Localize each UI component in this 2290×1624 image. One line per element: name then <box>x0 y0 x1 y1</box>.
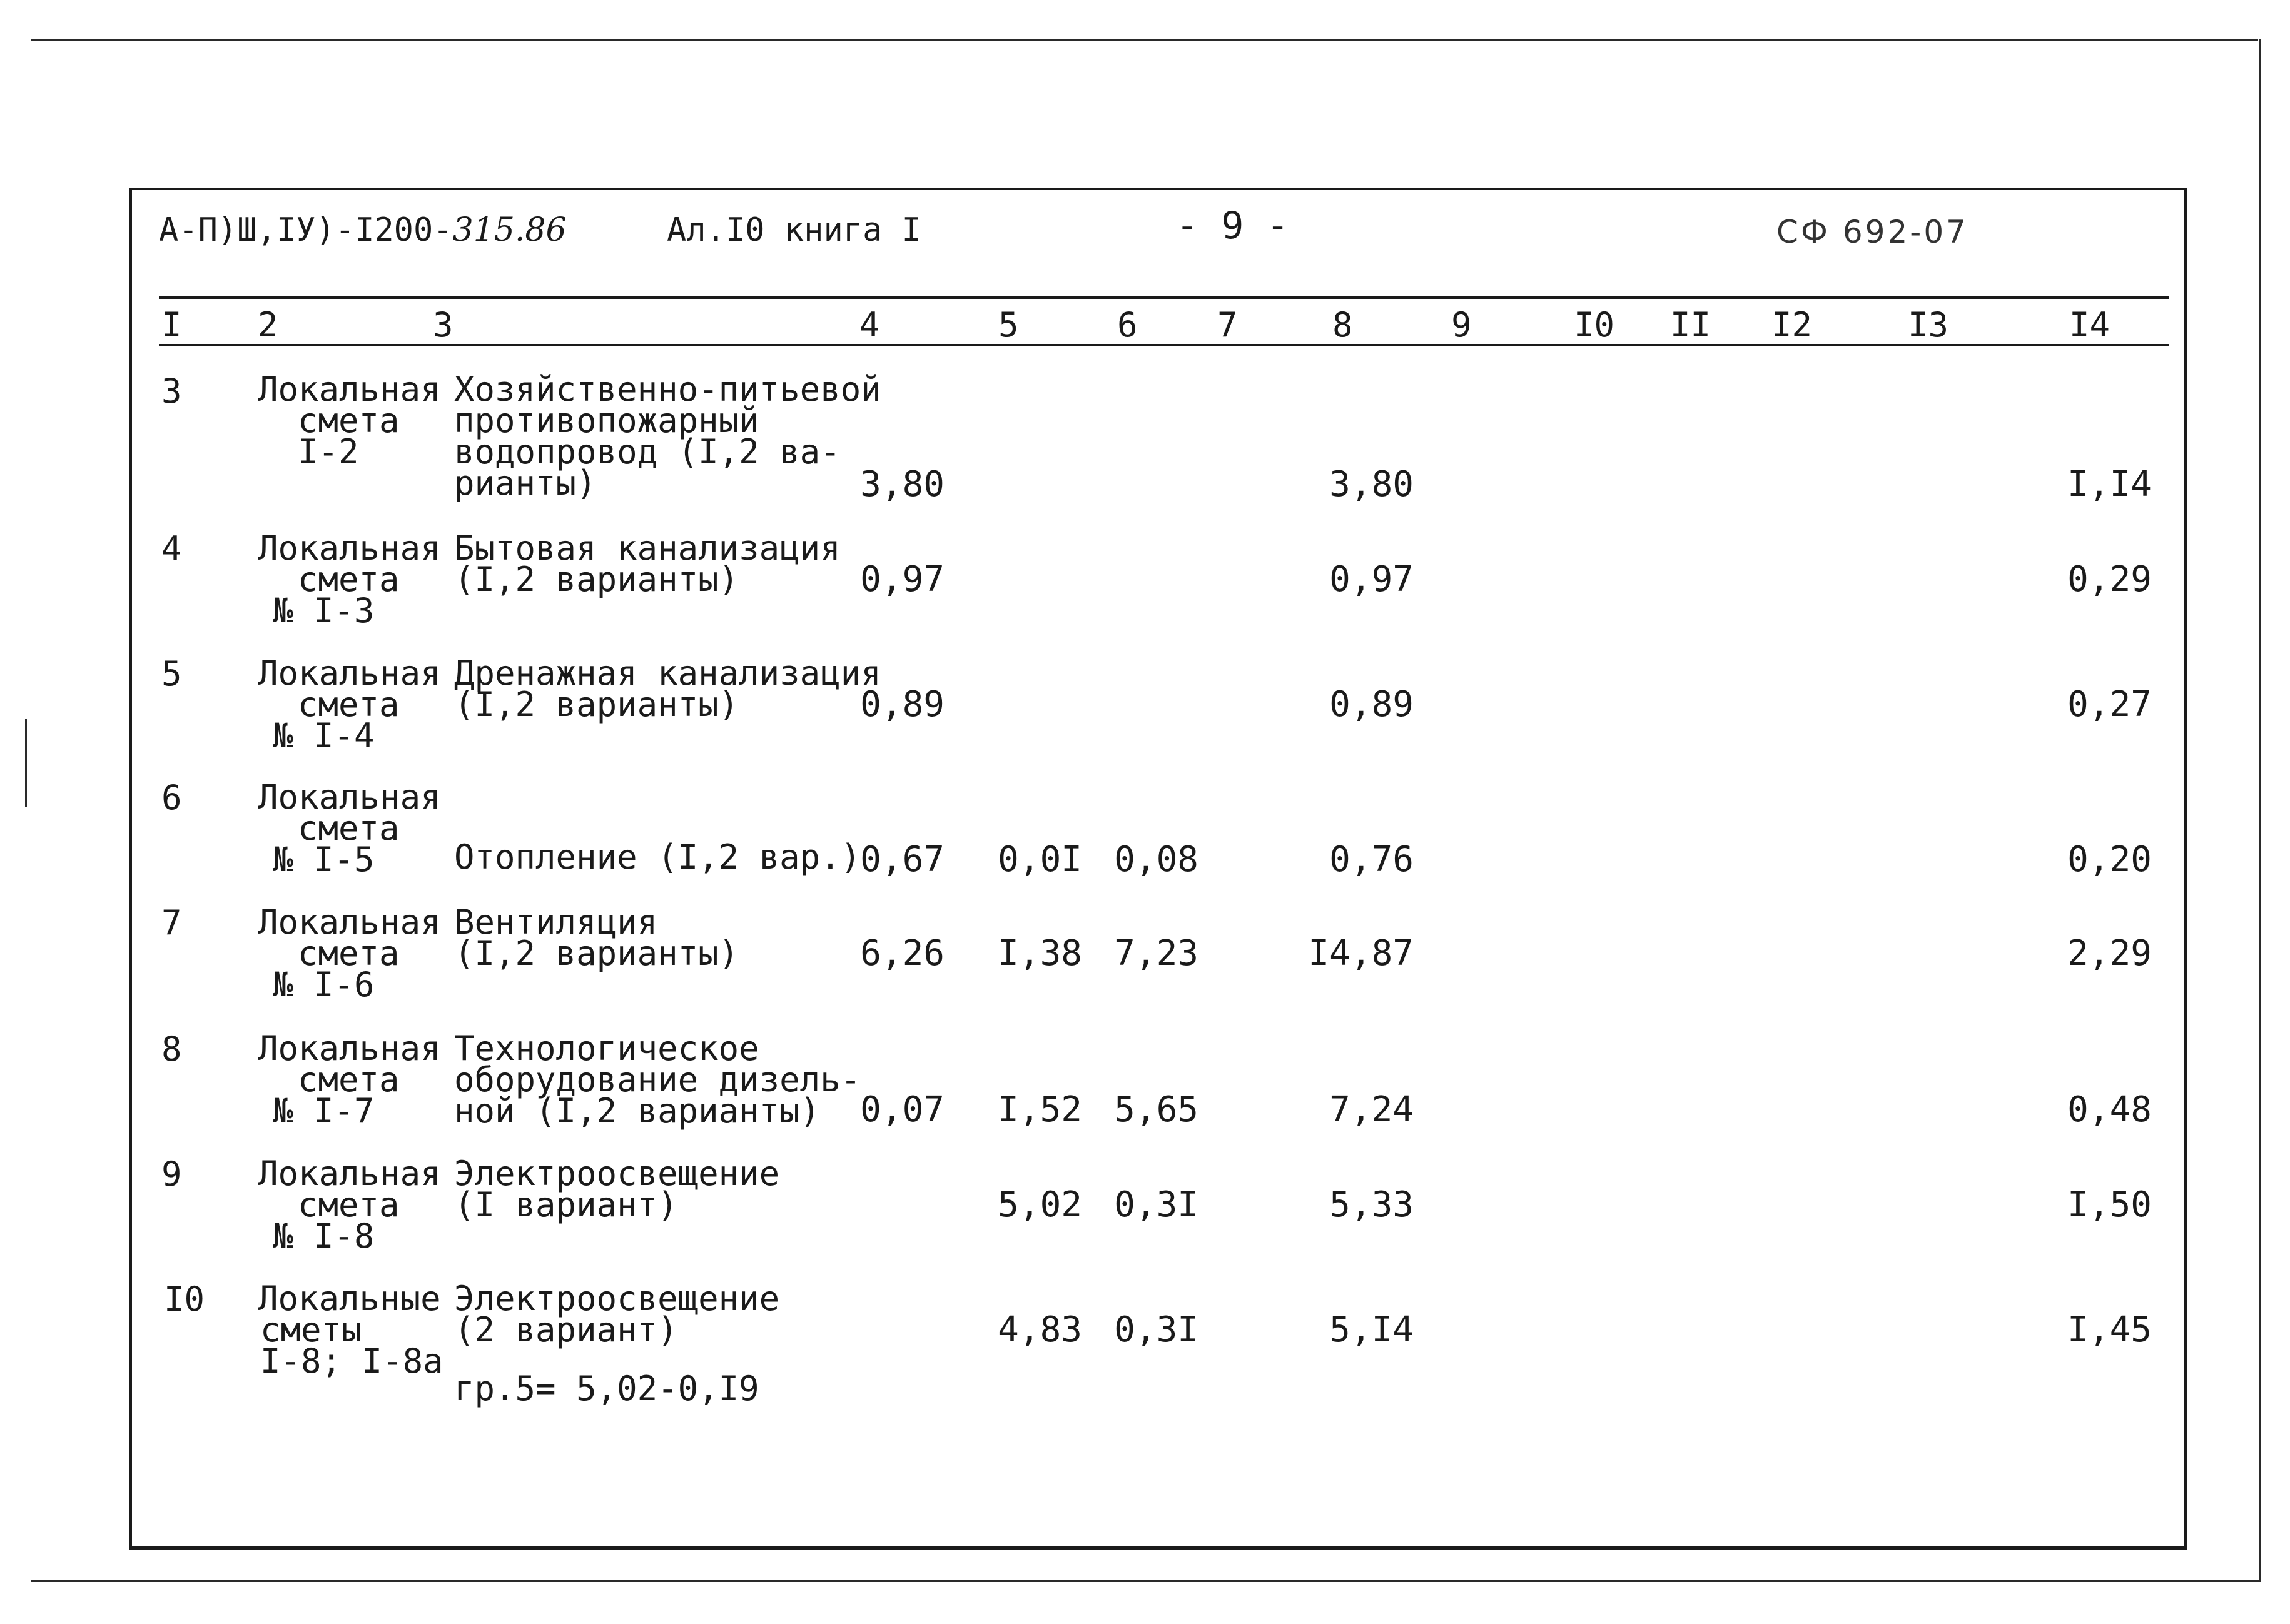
row-number: 8 <box>161 1029 182 1069</box>
col6-value: 0,3I <box>1114 1184 1198 1225</box>
estimate-doc: Локальная смета № I-8 <box>258 1154 441 1256</box>
col5-value: 4,83 <box>998 1309 1082 1350</box>
estimate-doc: Локальная смета № I-6 <box>258 902 441 1004</box>
col-num-14: I4 <box>2069 305 2110 345</box>
col5-value: 0,0I <box>998 839 1082 880</box>
row-number: 4 <box>161 529 182 568</box>
col-num-9: 9 <box>1451 305 1472 345</box>
col4-value: 0,89 <box>860 684 945 725</box>
work-name: Дренажная канализация (I,2 варианты) <box>454 653 881 724</box>
row-number: 7 <box>161 903 182 942</box>
col-num-8: 8 <box>1332 305 1353 345</box>
estimate-doc: Локальная смета № I-4 <box>258 653 441 755</box>
col8-value: 5,33 <box>1329 1184 1414 1225</box>
work-name: Электроосвещение (I вариант) <box>454 1154 780 1224</box>
col14-value: 0,48 <box>2067 1089 2152 1130</box>
scan-edge-left-mark <box>25 719 27 807</box>
estimate-doc: Локальная смета I-2 <box>258 370 441 472</box>
col14-value: I,I4 <box>2067 464 2152 505</box>
work-name: Электроосвещение (2 вариант) <box>454 1279 780 1349</box>
col4-value: 0,07 <box>860 1089 945 1130</box>
estimate-doc: Локальные сметы I-8; I-8а <box>258 1279 443 1381</box>
album-label: Ал.I0 книга I <box>667 211 921 249</box>
col8-value: 0,97 <box>1329 559 1414 600</box>
col-num-12: I2 <box>1771 305 1813 345</box>
col-num-10: I0 <box>1574 305 1615 345</box>
handwritten-code: 315.86 <box>452 211 567 249</box>
col-num-11: II <box>1670 305 1711 345</box>
row-number: 6 <box>161 778 182 817</box>
col6-value: 0,08 <box>1114 839 1198 880</box>
col8-value: 0,76 <box>1329 839 1414 880</box>
col14-value: I,45 <box>2067 1309 2152 1350</box>
col14-value: 0,29 <box>2067 559 2152 600</box>
work-name: Бытовая канализация (I,2 варианты) <box>454 528 841 599</box>
col-num-6: 6 <box>1117 305 1138 345</box>
col4-value: 6,26 <box>860 933 945 974</box>
col-num-1: I <box>161 305 182 345</box>
col5-value: I,38 <box>998 933 1082 974</box>
col4-value: 0,67 <box>860 839 945 880</box>
col-num-13: I3 <box>1908 305 1949 345</box>
col8-value: 7,24 <box>1329 1089 1414 1130</box>
col14-value: 2,29 <box>2067 933 2152 974</box>
col-num-7: 7 <box>1217 305 1238 345</box>
col-num-3: 3 <box>433 305 453 345</box>
page-number: - 9 - <box>1176 204 1289 248</box>
registry-stamp: СФ 692-07 <box>1776 214 1968 250</box>
col5-value: 5,02 <box>998 1184 1082 1225</box>
col14-value: 0,20 <box>2067 839 2152 880</box>
estimate-doc: Локальная смета № I-5 <box>258 777 441 879</box>
work-name: Технологическое оборудование дизель- ной (I,2 варианты) <box>454 1029 861 1131</box>
col14-value: 0,27 <box>2067 684 2152 725</box>
col6-value: 5,65 <box>1114 1089 1198 1130</box>
row-number: 3 <box>161 371 182 411</box>
work-name: Вентиляция (I,2 варианты) <box>454 902 739 973</box>
header-rule-bottom <box>159 344 2169 346</box>
col4-value: 3,80 <box>860 464 945 505</box>
scan-edge-top <box>31 39 2258 41</box>
col8-value: 3,80 <box>1329 464 1414 505</box>
col-num-4: 4 <box>859 305 880 345</box>
document-code: А-П)Ш,IУ)-I200-315.86 <box>159 211 567 249</box>
col8-value: I4,87 <box>1308 933 1414 974</box>
scan-edge-right <box>2259 39 2261 1581</box>
col8-value: 0,89 <box>1329 684 1414 725</box>
row-number: I0 <box>164 1279 205 1319</box>
row-number: 9 <box>161 1154 182 1194</box>
col6-value: 7,23 <box>1114 933 1198 974</box>
header-rule-top <box>159 296 2169 299</box>
col5-value: I,52 <box>998 1089 1082 1130</box>
work-name: Хозяйственно-питьевой противопожарный водопровод (I,2 ва- рианты) <box>454 370 881 503</box>
col-num-2: 2 <box>258 305 278 345</box>
estimate-doc: Локальная смета № I-7 <box>258 1029 441 1131</box>
col14-value: I,50 <box>2067 1184 2152 1225</box>
col4-value: 0,97 <box>860 559 945 600</box>
estimate-doc: Локальная смета № I-3 <box>258 528 441 630</box>
scan-edge-bottom <box>31 1580 2261 1582</box>
col6-value: 0,3I <box>1114 1309 1198 1350</box>
work-name: Отопление (I,2 вар.) <box>454 837 861 877</box>
calc-note: гр.5= 5,02-0,I9 <box>454 1369 759 1408</box>
col-num-5: 5 <box>998 305 1019 345</box>
col8-value: 5,I4 <box>1329 1309 1414 1350</box>
row-number: 5 <box>161 654 182 693</box>
